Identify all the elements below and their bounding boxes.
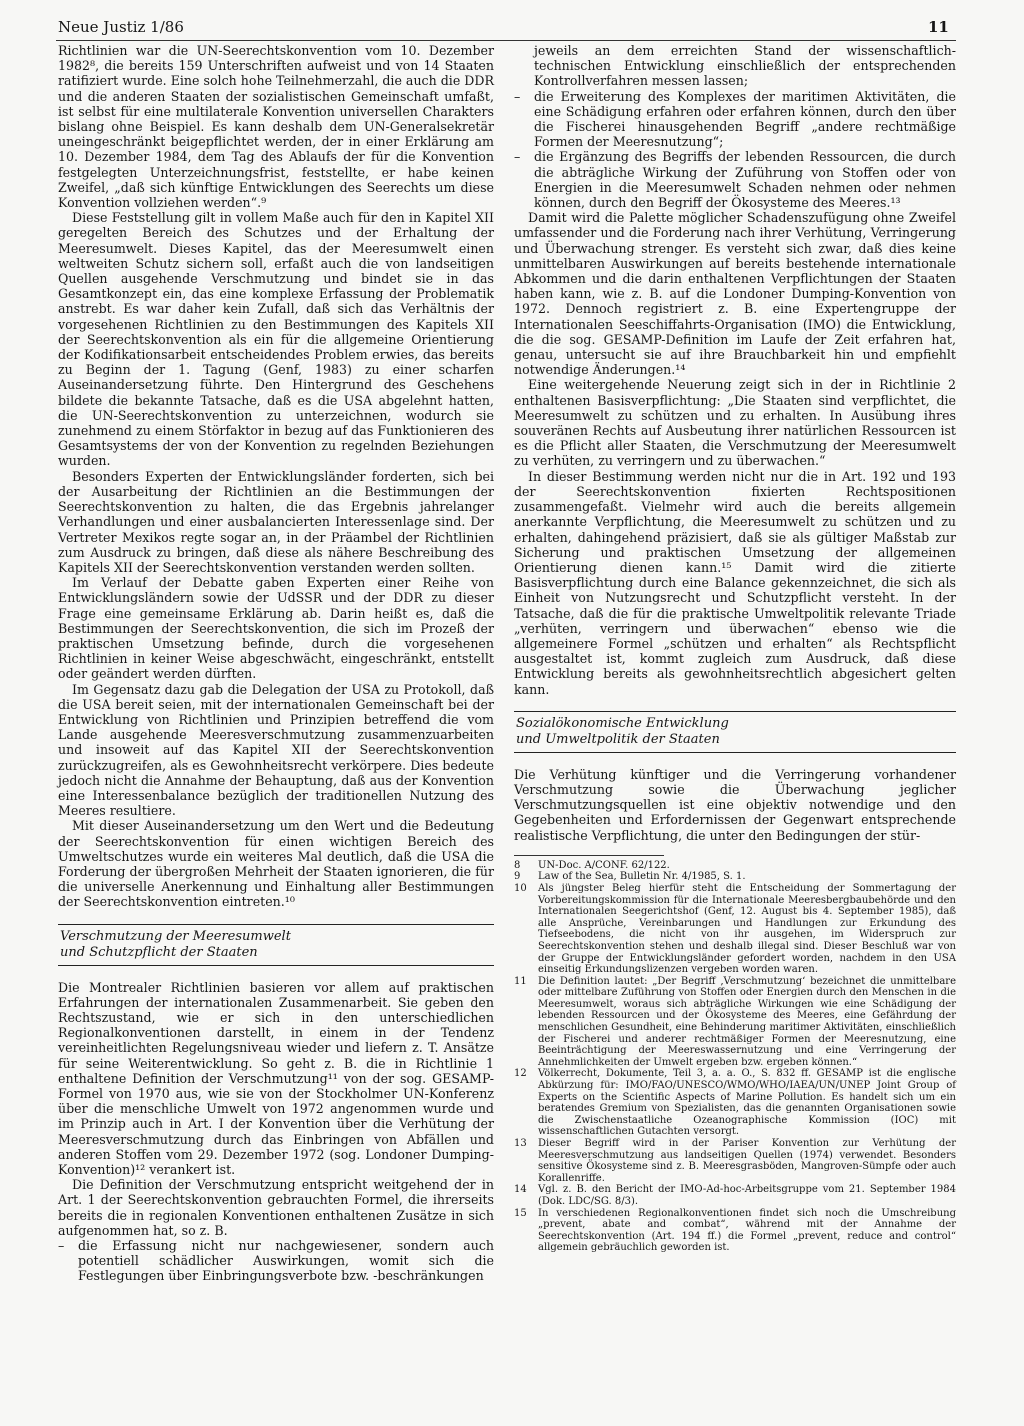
footnote-text: Als jüngster Beleg hierfür steht die Entscheidung der Sommertagung der Vorbereitungskommission für die Internationale Meeresbergbaubehörde und den Internationalen Seegerichtshof (Genf, 12. August bis 4. September 1985), daß alle Ansprüche, Vereinbarungen und Handlungen zur Erkundung des Tiefseebodens, die nicht von ihr ausgehen, im Widerspruch zur Seerechtskonvention stehen und deshalb illegal sind. Dieser Beschluß war von der Gruppe der Entwicklungsländer gefordert worden, nachdem in den USA einseitig Erkundungslizenzen vergeben worden waren.: [538, 882, 956, 976]
section-title: [514, 712, 956, 752]
paragraph: In dieser Bestimmung werden nicht nur die in Art. 192 und 193 der Seerechtskonvention fixierten Rechtspositionen zusammengefaßt. Vielmehr wird auch die bereits allgemein anerkannte Verpflichtung, die Meeresumwelt zu schützen und zu erhalten, dahingehend präzisiert, daß sie als gültiger Maßstab zur Sicherung und praktischen Umsetzung der allgemeinen Orientierung dienen kann.¹⁵ Damit wird die zitierte Basisverpflichtung durch eine Balance gekennzeichnet, die sich als Einheit von Nutzungsrecht und Schutzpflicht versteht. In der Tatsache, daß die für die praktische Umweltpolitik relevante Triade „verhüten, verringern und überwachen“ ebenso wie die allgemeinere Formel „schützen und erhalten“ als Rechtspflicht ausgestaltet ist, kommt zugleich zum Ausdruck, daß diese Entwicklung bereits als gewohnheitsrechtlich abgesichert gelten kann.: [514, 468, 956, 697]
footnote-text: Vgl. z. B. den Bericht der IMO-Ad-hoc-Arbeitsgruppe vom 21. September 1984 (Dok. LDC/SG. 8/3).: [538, 1184, 956, 1207]
section-rule: [58, 965, 494, 966]
footnote: [514, 871, 956, 883]
footnote: [514, 883, 956, 976]
list-item: [58, 1238, 494, 1284]
section-title-line: Verschmutzung der Meeresumwelt: [60, 928, 291, 944]
list-item: [514, 43, 956, 89]
footnote-number: 14: [514, 1184, 527, 1196]
list-item-text: die Erweiterung des Komplexes der maritimen Aktivitäten, die eine Schädigung erfahren oder erfahren können, durch den über die Fischerei hinausgehenden Begriff „andere rechtmäßige Formen der Meeresnutzung“;: [534, 88, 956, 150]
dash-bullet: –: [514, 149, 521, 165]
page-number: 11: [928, 18, 949, 36]
list-item-text: die Erfassung nicht nur nachgewiesener, sondern auch potentiell schädlicher Auswirkungen, womit sich die Festlegungen über Einbringungsverbote bzw. -beschränkungen: [78, 1238, 494, 1284]
section-title-line: und Schutzpflicht der Staaten: [60, 944, 258, 960]
footnote-text: Die Definition lautet: „Der Begriff ‚Verschmutzung‘ bezeichnet die unmittelbare oder mittelbare Zuführung von Stoffen oder Energien durch den Menschen in die Meeresumwelt, woraus sich abträgliche Wirkungen wie eine Schädigung der lebenden Ressourcen und der Ökosysteme des Meeres, eine Gefährdung der menschlichen Gesundheit, eine Behinderung maritimer Aktivitäten, einschließlich der Fischerei und anderer rechtmäßiger Formen der Meeresnutzung, eine Beeinträchtigung der Meereswassernutzung und eine Verringerung der Annehmlichkeiten der Umwelt ergeben bzw. ergeben können.“: [538, 975, 956, 1068]
dash-bullet: –: [58, 1238, 65, 1254]
header-rule: [56, 40, 956, 41]
footnote-number: 10: [514, 882, 527, 894]
footnote: [514, 1208, 956, 1254]
footnote-text: Law of the Sea, Bulletin Nr. 4/1985, S. 1.: [538, 871, 746, 883]
section-title-line: und Umweltpolitik der Staaten: [516, 731, 720, 747]
paragraph: Besonders Experten der Entwicklungsländer forderten, sich bei der Ausarbeitung der Richtlinien an die Bestimmungen der Seerechtskonvention zu halten, die das Ergebnis jahrelanger Verhandlungen und einer ausbalancierten Interessenlage sind. Der Vertreter Mexikos regte sogar an, in der Präambel der Richtlinien zum Ausdruck zu bringen, daß diese als nähere Beschreibung des Kapitels XII der Seerechtskonvention verstanden werden sollten.: [58, 468, 494, 575]
footnote: [514, 860, 956, 872]
paragraph: Diese Feststellung gilt in vollem Maße auch für den in Kapitel XII geregelten Bereich des Schutzes und der Erhaltung der Meeresumwelt. Dieses Kapitel, das der Meeresumwelt einen weltweiten Schutz sichern soll, erfaßt auch die von landseitigen Quellen ausgehende Verschmutzung und bindet sie in das Gesamtkonzept ein, das eine komplexe Erfassung der Problematik anstrebt. Es war daher kein Zufall, daß sich das Verhältnis der vorgesehenen Richtlinien zu den Bestimmungen des Kapitels XII der Seerechtskonvention als ein für die allgemeine Orientierung der Kodifikationsarbeit entscheidendes Problem erwies, das bereits zu Beginn der 1. Tagung (Genf, 1983) zu einer scharfen Auseinandersetzung führte. Den Hintergrund des Geschehens bildete die bekannte Tatsache, daß es die USA abgelehnt hatten, die UN-Seerechtskonvention zu unterzeichnen, wodurch sie zunehmend zu einem Störfaktor in bezug auf das Funktionieren des Gesamtsystems der von der Konvention zu regelnden Beziehungen wurden.: [58, 210, 494, 469]
footnote-number: 13: [514, 1138, 527, 1149]
footnote: [514, 1184, 956, 1207]
left-column: [58, 43, 494, 1284]
footnote-number: 9: [514, 871, 521, 883]
footnote-number: 15: [514, 1207, 527, 1219]
paragraph: Mit dieser Auseinandersetzung um den Wert und die Bedeutung der Seerechtskonvention für einen wichtigen Bereich des Umweltschutzes wurde ein weiteres Mal deutlich, daß die USA die Forderung der übergroßen Mehrheit der Staaten ignorieren, die für die universelle Anerkennung und Einhaltung aller Bestimmungen der Seerechtskonvention eintreten.¹⁰: [58, 818, 494, 910]
section-heading: [514, 711, 956, 753]
list-item-text: jeweils an dem erreichten Stand der wissenschaftlich-technischen Entwicklung einschließlich der entsprechenden Kontrollverfahren messen lassen;: [534, 43, 956, 89]
footnote: [514, 1068, 956, 1138]
section-title: [58, 925, 494, 965]
footnotes: [514, 860, 956, 1254]
paragraph: Die Definition der Verschmutzung entspricht weitgehend der in Art. 1 der Seerechtskonvention gebrauchten Formel, die ihrerseits bereits die in regionalen Konventionen enthaltenen Zusätze in sich aufgenommen hat, so z. B.: [58, 1177, 494, 1238]
paragraph: Die Montrealer Richtlinien basieren vor allem auf praktischen Erfahrungen der internationalen Zusammenarbeit. Sie geben den Rechtszustand, wie er sich in den unterschiedlichen Regionalkonventionen darstellt, in einem in der Tendenz vereinheitlichten Regelungsniveau wieder und liefern z. T. Ansätze für seine Weiterentwicklung. So geht z. B. die in Richtlinie 1 enthaltene Definition der Verschmutzung¹¹ von der sog. GESAMP-Formel von 1970 aus, wie sie von der Stockholmer UN-Konferenz über die menschliche Umwelt von 1972 angenommen wurde und im Prinzip auch in Art. I der Konvention über die Verhütung der Meeresverschmutzung durch das Einbringen von Abfällen und anderen Stoffen vom 29. Dezember 1972 (sog. Londoner Dumping-Konvention)¹² verankert ist.: [58, 979, 494, 1178]
paragraph: Im Gegensatz dazu gab die Delegation der USA zu Protokoll, daß die USA bereit seien, mit der internationalen Gemeinschaft bei der Entwicklung von Richtlinien und Prinzipien betreffend die vom Lande ausgehende Meeresverschmutzung zusammenzuarbeiten und insoweit auf das Kapitel XII der Seerechtskonvention zurückzugreifen, als es Gewohnheitsrecht verkörpere. Dies bedeute jedoch nicht die Annahme der Behauptung, daß aus der Konvention eine Interessenbalance bezüglich der traditionellen Nutzung des Meeres resultiere.: [58, 681, 494, 819]
list-item-text: die Ergänzung des Begriffs der lebenden Ressourcen, die durch die abträgliche Wirkung der Zuführung von Stoffen oder von Energien in die Meeresumwelt Schaden nehmen oder nehmen können, durch den Begriff der Ökosysteme des Meeres.¹³: [534, 149, 956, 211]
paragraph: Richtlinien war die UN-Seerechtskonvention vom 10. Dezember 1982⁸, die bereits 159 Unterschriften aufweist und von 14 Staaten ratifiziert wurde. Eine solch hohe Teilnehmerzahl, die auch die DDR und die anderen Staaten der sozialistischen Gemeinschaft umfaßt, ist selbst für eine multilaterale Konvention universellen Charakters bislang ohne Beispiel. Es kann deshalb dem UN-Generalsekretär uneingeschränkt beigepflichtet werden, der in einer Erklärung am 10. Dezember 1984, dem Tag des Ablaufs der für die Konvention festgelegten Unterzeichnungsfrist, feststellte, er habe keinen Zweifel, „daß sich künftige Entwicklungen des Seerechts um diese Konvention vollziehen werden“.⁹: [58, 43, 494, 211]
footnote: [514, 976, 956, 1069]
footnote-text: Dieser Begriff wird in der Pariser Konvention zur Verhütung der Meeresverschmutzung aus landseitigen Quellen (1974) verwendet. Besonders sensitive Ökosysteme sind z. B. Meeresgrasböden, Mangroven-Sümpfe oder auch Korallenriffe.: [538, 1138, 956, 1184]
section-rule: [514, 752, 956, 753]
paragraph: Im Verlauf der Debatte gaben Experten einer Reihe von Entwicklungsländern sowie der UdSSR und der DDR zu dieser Frage eine gemeinsame Erklärung ab. Darin heißt es, daß die Bestimmungen der Seerechtskonvention, die sich im Prozeß der praktischen Umsetzung befinde, durch die vorgesehenen Richtlinien in keiner Weise abgeschwächt, eingeschränkt, entstellt oder geändert werden dürften.: [58, 575, 494, 682]
footnote: [514, 1138, 956, 1184]
paragraph: Eine weitergehende Neuerung zeigt sich in der in Richtlinie 2 enthaltenen Basisverpflichtung: „Die Staaten sind verpflichtet, die Meeresumwelt zu schützen und zu erhalten. In Ausübung ihres souveränen Rechts auf Ausbeutung ihrer natürlichen Ressourcen ist es die Pflicht aller Staaten, die Verschmutzung der Meeresumwelt zu verhüten, zu verringern und zu überwachen.“: [514, 377, 956, 469]
section-heading: [58, 924, 494, 966]
list-item: [514, 149, 956, 210]
footnote-number: 12: [514, 1068, 527, 1080]
footnote-number: 11: [514, 975, 527, 987]
footnote-text: In verschiedenen Regionalkonventionen findet sich noch die Umschreibung „prevent, abate and combat“, während mit der Annahme der Seerechtskonvention (Art. 194 ff.) die Formel „prevent, reduce and control“ allgemein gebräuchlich geworden ist.: [538, 1207, 956, 1254]
journal-header: Neue Justiz 1/86: [58, 18, 184, 36]
footnote-rule: [514, 855, 664, 856]
dash-bullet: –: [514, 88, 521, 104]
list-item: [514, 89, 956, 150]
paragraph: Damit wird die Palette möglicher Schadenszufügung ohne Zweifel umfassender und die Forderung nach ihrer Verhütung, Verringerung und Überwachung strenger. Es versteht sich zwar, daß dies keine unmittelbaren Auswirkungen auf bereits bestehende internationale Abkommen und die darin enthaltenen Verpflichtungen der Staaten haben kann, wie z. B. auf die Londoner Dumping-Konvention von 1972. Dennoch registriert z. B. eine Expertengruppe der Internationalen Seeschiffahrts-Organisation (IMO) die Entwicklung, die die sog. GESAMP-Definition im Laufe der Zeit erfahren hat, genau, untersucht sie auf ihre Brauchbarkeit hin und empfiehlt notwendige Änderungen.¹⁴: [514, 210, 956, 378]
section-title-line: Sozialökonomische Entwicklung: [516, 715, 729, 731]
footnote-text: UN-Doc. A/CONF. 62/122.: [538, 859, 670, 871]
right-column: [514, 43, 956, 1254]
paragraph: Die Verhütung künftiger und die Verringerung vorhandener Verschmutzung sowie die Überwachung jeglicher Verschmutzungsquellen ist eine objektiv notwendige und den Gegebenheiten und Erfordernissen der Gegenwart entsprechende realistische Verpflichtung, die unter den Bedingungen der stür-: [514, 766, 956, 843]
footnote-number: 8: [514, 859, 521, 871]
footnote-text: Völkerrecht, Dokumente, Teil 3, a. a. O., S. 832 ff. GESAMP ist die englische Abkürzung für: IMO/FAO/UNESCO/WMO/WHO/IAEA/UN/UNEP Joint Group of Experts on the Scientific Aspects of Marine Pollution. Es handelt sich um ein beratendes Gremium von Spezialisten, das die genannten Organisationen sowie die Zwischenstaatliche Ozeanographische Kommission (IOC) mit wissenschaftlichen Gutachten versorgt.: [538, 1068, 956, 1138]
